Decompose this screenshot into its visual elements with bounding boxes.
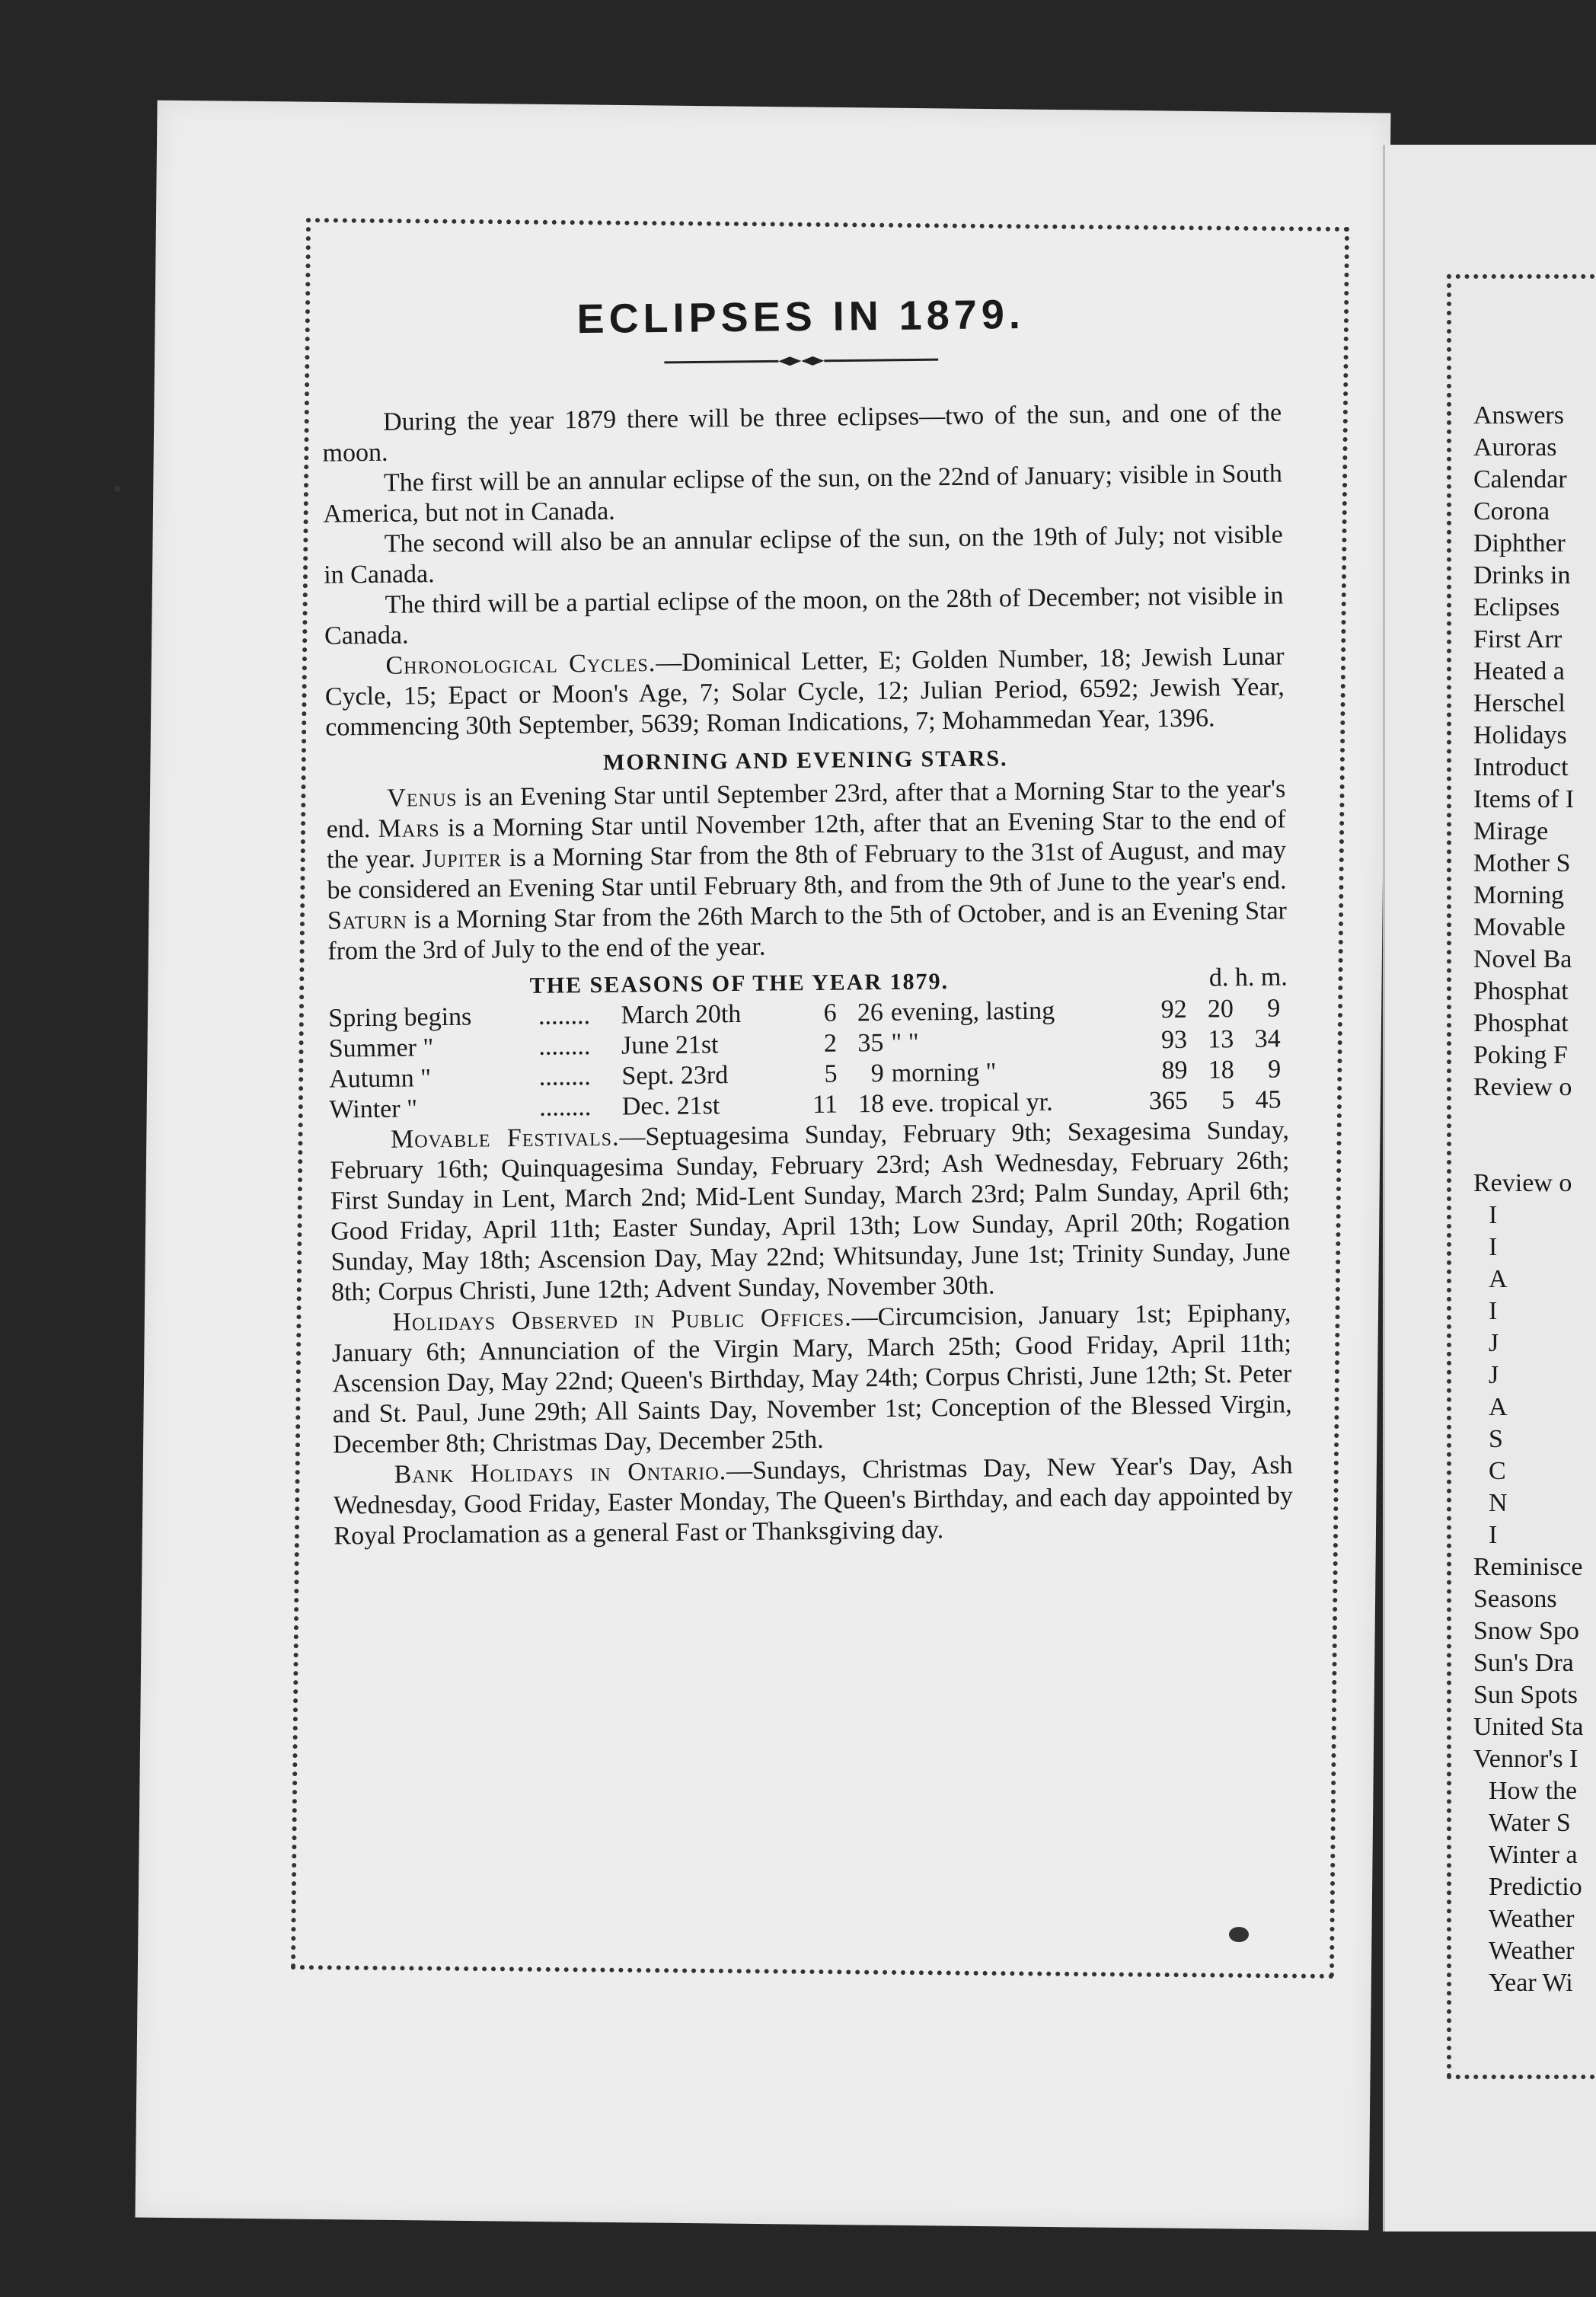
season-dots: ........ (538, 1062, 592, 1091)
index-entry: Answers (1473, 401, 1564, 430)
index-entry: Diphther (1473, 529, 1566, 557)
index-entry: Predictio (1489, 1873, 1582, 1901)
season-hour: 11 (812, 1090, 838, 1119)
index-entry: Vennor's I (1473, 1745, 1578, 1773)
index-entry: Phosphat (1473, 1009, 1569, 1037)
index-entry: Sun Spots (1473, 1681, 1578, 1709)
season-minutes: 34 (1254, 1024, 1281, 1053)
season-dots: ........ (538, 1001, 591, 1030)
season-note: evening, lasting (890, 996, 1055, 1027)
index-entry: Drinks in (1473, 561, 1571, 589)
index-entry: Weather (1489, 1937, 1575, 1965)
index-entry: Snow Spo (1473, 1617, 1579, 1645)
index-entry: Eclipses (1473, 593, 1560, 621)
index-entry: A (1489, 1393, 1508, 1421)
season-name: Winter " (329, 1094, 418, 1124)
bank-holidays-lead: Bank Holidays in Ontario. (394, 1457, 727, 1489)
season-hours: 20 (1207, 995, 1234, 1024)
movable-festivals-paragraph (330, 1115, 1291, 1308)
season-minute: 26 (857, 998, 884, 1027)
season-dots: ........ (539, 1092, 592, 1122)
first-eclipse-paragraph: The first will be an annular eclipse of the sun, on the 22nd of January; visible in South America, but not in Canada. (323, 459, 1283, 529)
chronological-cycles-paragraph (324, 641, 1285, 743)
bank-holidays-text: —Sundays, Christmas Day, New Year's Day, Ash Wednesday, Good Friday, Easter Monday, The Queen's Birthday, and each day appointed by Royal Proclamation as a general Fast or Thanksgiving day. (333, 1451, 1294, 1551)
index-entry: Water S (1489, 1809, 1571, 1837)
season-minute: 9 (870, 1059, 884, 1088)
season-date: March 20th (621, 999, 742, 1030)
index-entry: Heated a (1473, 657, 1565, 685)
index-entry: Novel Ba (1473, 945, 1572, 973)
season-minute: 18 (857, 1089, 885, 1119)
eclipses-page-content (321, 288, 1293, 1551)
season-date: Dec. 21st (621, 1091, 720, 1121)
index-entry: Winter a (1489, 1841, 1578, 1869)
index-list (1473, 400, 1583, 1999)
holidays-paragraph (331, 1298, 1292, 1460)
ink-speck (1229, 1927, 1249, 1942)
season-date: Sept. 23rd (621, 1061, 729, 1091)
mars-label: Mars (378, 814, 440, 843)
holidays-lead: Holidays Observed in Public Offices. (392, 1303, 852, 1337)
season-hours: 5 (1221, 1086, 1235, 1115)
index-entry: S (1489, 1425, 1503, 1453)
season-hour: 5 (824, 1059, 838, 1088)
ornament-divider-icon (664, 354, 938, 368)
second-eclipse-paragraph: The second will also be an annular eclipse of the sun, on the 19th of July; not visible in Canada. (324, 520, 1283, 589)
index-entry: Mother S (1473, 849, 1571, 877)
ink-speck (114, 486, 120, 492)
season-days: 93 (1160, 1025, 1188, 1055)
season-minutes: 9 (1267, 1055, 1282, 1084)
index-entry: N (1489, 1489, 1508, 1517)
season-date: June 21st (621, 1030, 719, 1060)
index-entry: Weather (1489, 1905, 1575, 1933)
movable-festivals-lead: Movable Festivals. (390, 1123, 620, 1154)
index-entry: Auroras (1473, 433, 1557, 462)
season-name: Summer " (328, 1033, 434, 1063)
index-entry: C (1489, 1457, 1506, 1485)
index-entry: Herschel (1473, 689, 1566, 717)
season-note: " " (891, 1028, 919, 1057)
index-entry: First Arr (1473, 625, 1562, 653)
index-entry: Mirage (1473, 817, 1549, 845)
index-entry: Corona (1473, 497, 1550, 526)
venus-text: is an Evening Star until September 23rd, after that a Morning Star to the year's end. (326, 775, 1286, 844)
movable-festivals-text: —Septuagesima Sunday, February 9th; Sexagesima Sunday, February 16th; Quinquagesima Sunday, February 23rd; Ash Wednesday, February 26th; First Sunday in Lent, March 2nd; Mid-Lent Sunday, March 23rd; Palm Sunday, April 6th; Good Friday, April 11th; Easter Sunday, April 13th; Low Sunday, April 20th; Rogation Sunday, May 18th; Ascension Day, May 22nd; Whitsunday, June 1st; Trinity Sunday, June 8th; Corpus Christi, June 12th; Advent Sunday, November 30th. (330, 1116, 1291, 1307)
seasons-heading: THE SEASONS OF THE YEAR 1879. (529, 969, 950, 998)
season-hour: 2 (823, 1029, 838, 1058)
mars-text: is a Morning Star until November 12th, after that an Evening Star to the end of the year. (326, 805, 1286, 874)
season-days: 365 (1148, 1086, 1189, 1116)
index-entry: Introduct (1473, 753, 1569, 781)
seasons-table (328, 993, 1289, 1125)
season-name: Autumn " (328, 1064, 432, 1094)
stars-heading: MORNING AND EVENING STARS. (602, 746, 1008, 775)
season-minutes: 45 (1255, 1085, 1282, 1114)
index-entry: Seasons (1473, 1585, 1557, 1613)
chronological-cycles-text: —Dominical Letter, E; Golden Number, 18; Jewish Lunar Cycle, 15; Epact or Moon's Age, 7; Solar Cycle, 12; Julian Period, 6592; Jewish Year, commencing 30th September, 5639; Roman Indications, 7; Mohammedan Year, 1396. (324, 642, 1285, 742)
jupiter-label: Jupiter (422, 844, 503, 874)
index-entry: Calendar (1473, 465, 1567, 494)
season-days: 92 (1160, 995, 1187, 1024)
season-name: Spring begins (328, 1002, 472, 1033)
index-entry: Poking F (1473, 1041, 1568, 1069)
bank-holidays-paragraph (333, 1450, 1293, 1551)
page-title: ECLIPSES IN 1879. (576, 291, 1026, 343)
saturn-label: Saturn (327, 906, 408, 935)
index-entry: Year Wi (1489, 1969, 1573, 1997)
stars-paragraph (326, 774, 1287, 966)
index-entry: Morning (1473, 881, 1564, 909)
index-entry: Reminisce (1473, 1553, 1583, 1581)
intro-paragraph: During the year 1879 there will be three eclipses—two of the sun, and one of the moon. (322, 398, 1282, 468)
jupiter-text: is a Morning Star from the 8th of February to the 31st of August, and may be considered an Evening Star until February 8th, and from the 9th of June to the year's end. (327, 835, 1287, 905)
index-entry: I (1489, 1521, 1498, 1549)
index-entry: Review o (1473, 1169, 1572, 1197)
index-entry: United Sta (1473, 1713, 1584, 1741)
index-entry: I (1489, 1201, 1498, 1229)
venus-label: Venus (387, 783, 458, 813)
third-eclipse-paragraph: The third will be a partial eclipse of the moon, on the 28th of December; not visible in Canada. (324, 581, 1284, 650)
index-entry: How the (1489, 1777, 1578, 1805)
index-entry: I (1489, 1297, 1498, 1325)
season-hour: 6 (823, 998, 837, 1027)
season-note: eve. tropical yr. (891, 1088, 1053, 1118)
season-minutes: 9 (1267, 994, 1281, 1023)
index-entry: Review o (1473, 1073, 1572, 1101)
season-days: 89 (1161, 1056, 1188, 1085)
season-dots: ........ (538, 1031, 591, 1061)
index-entry: I (1489, 1233, 1498, 1261)
index-entry: Movable (1473, 913, 1566, 941)
season-hours: 18 (1208, 1056, 1234, 1085)
index-entry: J (1489, 1361, 1499, 1389)
saturn-text: is a Morning Star from the 26th March to the 5th of October, and is an Evening Star from the 3rd of July to the end of the year. (327, 896, 1288, 966)
seasons-column-labels: d. h. m. (1208, 963, 1288, 992)
index-entry: Phosphat (1473, 977, 1569, 1005)
index-entry: A (1489, 1265, 1508, 1293)
index-entry: J (1489, 1329, 1499, 1357)
chronological-cycles-lead: Chronological Cycles. (385, 649, 656, 680)
index-entry: Items of I (1473, 785, 1575, 813)
season-hours: 13 (1208, 1025, 1234, 1054)
season-note: morning " (891, 1058, 997, 1088)
index-entry: Sun's Dra (1473, 1649, 1574, 1677)
index-gap (1473, 1104, 1583, 1168)
holidays-text: —Circumcision, January 1st; Epiphany, January 6th; Annunciation of the Virgin Mary, March 25th; Good Friday, April 11th; Ascension Day, May 22nd; Queen's Birthday, May 24th; Corpus Christi, June 12th; St. Peter and St. Paul, June 29th; All Saints Day, November 1st; Conception of the Blessed Virgin, December 8th; Christmas Day, December 25th. (331, 1299, 1292, 1459)
index-entry: Holidays (1473, 721, 1567, 749)
season-minute: 35 (857, 1028, 884, 1058)
